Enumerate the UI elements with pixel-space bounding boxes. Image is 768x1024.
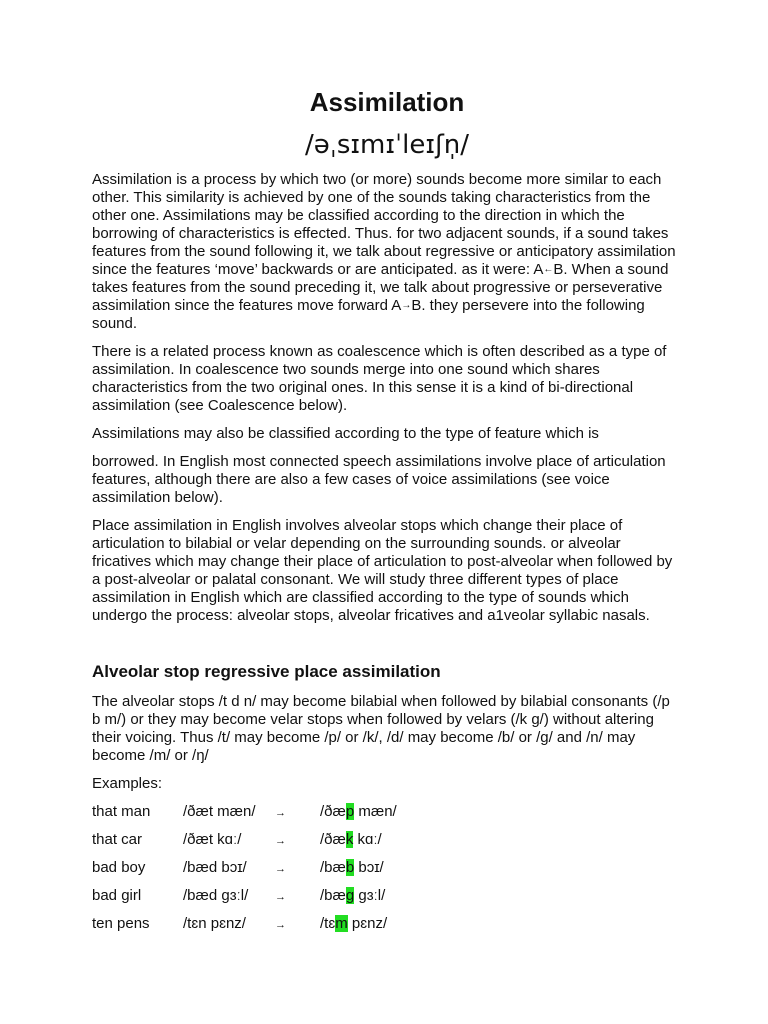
right-arrow-icon: → <box>275 919 286 932</box>
highlighted-sound: g <box>345 887 355 905</box>
example-row <box>92 831 682 859</box>
example-word: bad boy <box>92 859 146 877</box>
example-result: /ðæk kɑː/ <box>320 831 382 849</box>
section-heading: Alveolar stop regressive place assimilation <box>92 662 441 682</box>
example-ipa: /tɛn pɛnz/ <box>183 915 246 933</box>
left-arrow-icon: ← <box>543 264 554 276</box>
highlighted-sound: m <box>335 915 348 933</box>
document-page <box>92 86 682 943</box>
example-word: bad girl <box>92 887 142 905</box>
example-word: that car <box>92 831 143 849</box>
right-arrow-icon: → <box>401 300 412 312</box>
example-ipa: /ðæt kɑː/ <box>183 831 242 849</box>
example-ipa: /bæd gɜːl/ <box>183 887 249 905</box>
para1-text-c: B. they persevere into the following sound. <box>92 297 645 333</box>
paragraph-classification: Assimilations may also be classified according to the type of feature which is <box>92 425 599 443</box>
para1-text-a: Assimilation is a process by which two (or more) sounds become more similar to each other. This similarity is achieved by one of the sounds taking characteristics from the other one. Assimilations may be classified according to the direction in which the borrowing of characteristics is effected. Thus. for two adjacent sounds, if a sound takes features from the sound following it, we talk about regressive or anticipatory assimilation since the features ‘move’ backwards or are anticipated. as it were: A <box>92 171 676 278</box>
highlighted-sound: b <box>345 859 355 877</box>
example-row <box>92 887 682 915</box>
examples-label: Examples: <box>92 775 163 793</box>
example-row <box>92 915 682 943</box>
para1-text-b: B. When a sound takes features from the sound preceding it, we talk about progressive or perseverative assimilation since the features move forward A <box>92 261 669 315</box>
example-result: /tɛm pɛnz/ <box>320 915 388 933</box>
right-arrow-icon: → <box>275 807 286 820</box>
example-result: /ðæp mæn/ <box>320 803 397 821</box>
paragraph-coalescence: There is a related process known as coalescence which is often described as a type of assimilation. In coalescence two sounds merge into one sound which shares characteristics from the two original ones. In this sense it is a kind of bi-directional assimilation (see Coalescence below). <box>92 343 667 415</box>
examples-list <box>92 803 682 943</box>
right-arrow-icon: → <box>275 891 286 904</box>
example-word: that man <box>92 803 151 821</box>
paragraph-place-assimilation: Place assimilation in English involves alveolar stops which change their place of articulation to bilabial or velar depending on the surrounding sounds. or alveolar fricatives which may change their place of articulation to post-alveolar when followed by a post-alveolar or palatal consonant. We will study three different types of place assimilation in English which are classified according to the type of sounds which undergo the process: alveolar stops, alveolar fricatives and a1veolar syllabic nasals. <box>92 517 673 625</box>
example-row <box>92 803 682 831</box>
example-word: ten pens <box>92 915 150 933</box>
paragraph-borrowed: borrowed. In English most connected speech assimilations involve place of articulation features, although there are also a few cases of voice assimilations (see voice assimilation below). <box>92 453 666 507</box>
phonetic-transcription: /əˌsɪmɪˈleɪʃn̩/ <box>304 130 470 160</box>
example-row <box>92 859 682 887</box>
right-arrow-icon: → <box>275 835 286 848</box>
highlighted-sound: k <box>345 831 354 849</box>
paragraph-intro <box>92 171 682 333</box>
example-ipa: /bæd bɔɪ/ <box>183 859 247 877</box>
example-ipa: /ðæt mæn/ <box>183 803 256 821</box>
example-result: /bæb bɔɪ/ <box>320 859 384 877</box>
page-title: Assimilation <box>309 87 465 117</box>
highlighted-sound: p <box>345 803 355 821</box>
right-arrow-icon: → <box>275 863 286 876</box>
example-result: /bæg gɜːl/ <box>320 887 386 905</box>
paragraph-alveolar-stops: The alveolar stops /t d n/ may become bilabial when followed by bilabial consonants (/p b m/) or they may become velar stops when followed by velars (/k g/) without altering their voicing. Thus /t/ may become /p/ or /k/, /d/ may become /b/ or /g/ and /n/ may become /m/ or /ŋ/ <box>92 693 670 765</box>
